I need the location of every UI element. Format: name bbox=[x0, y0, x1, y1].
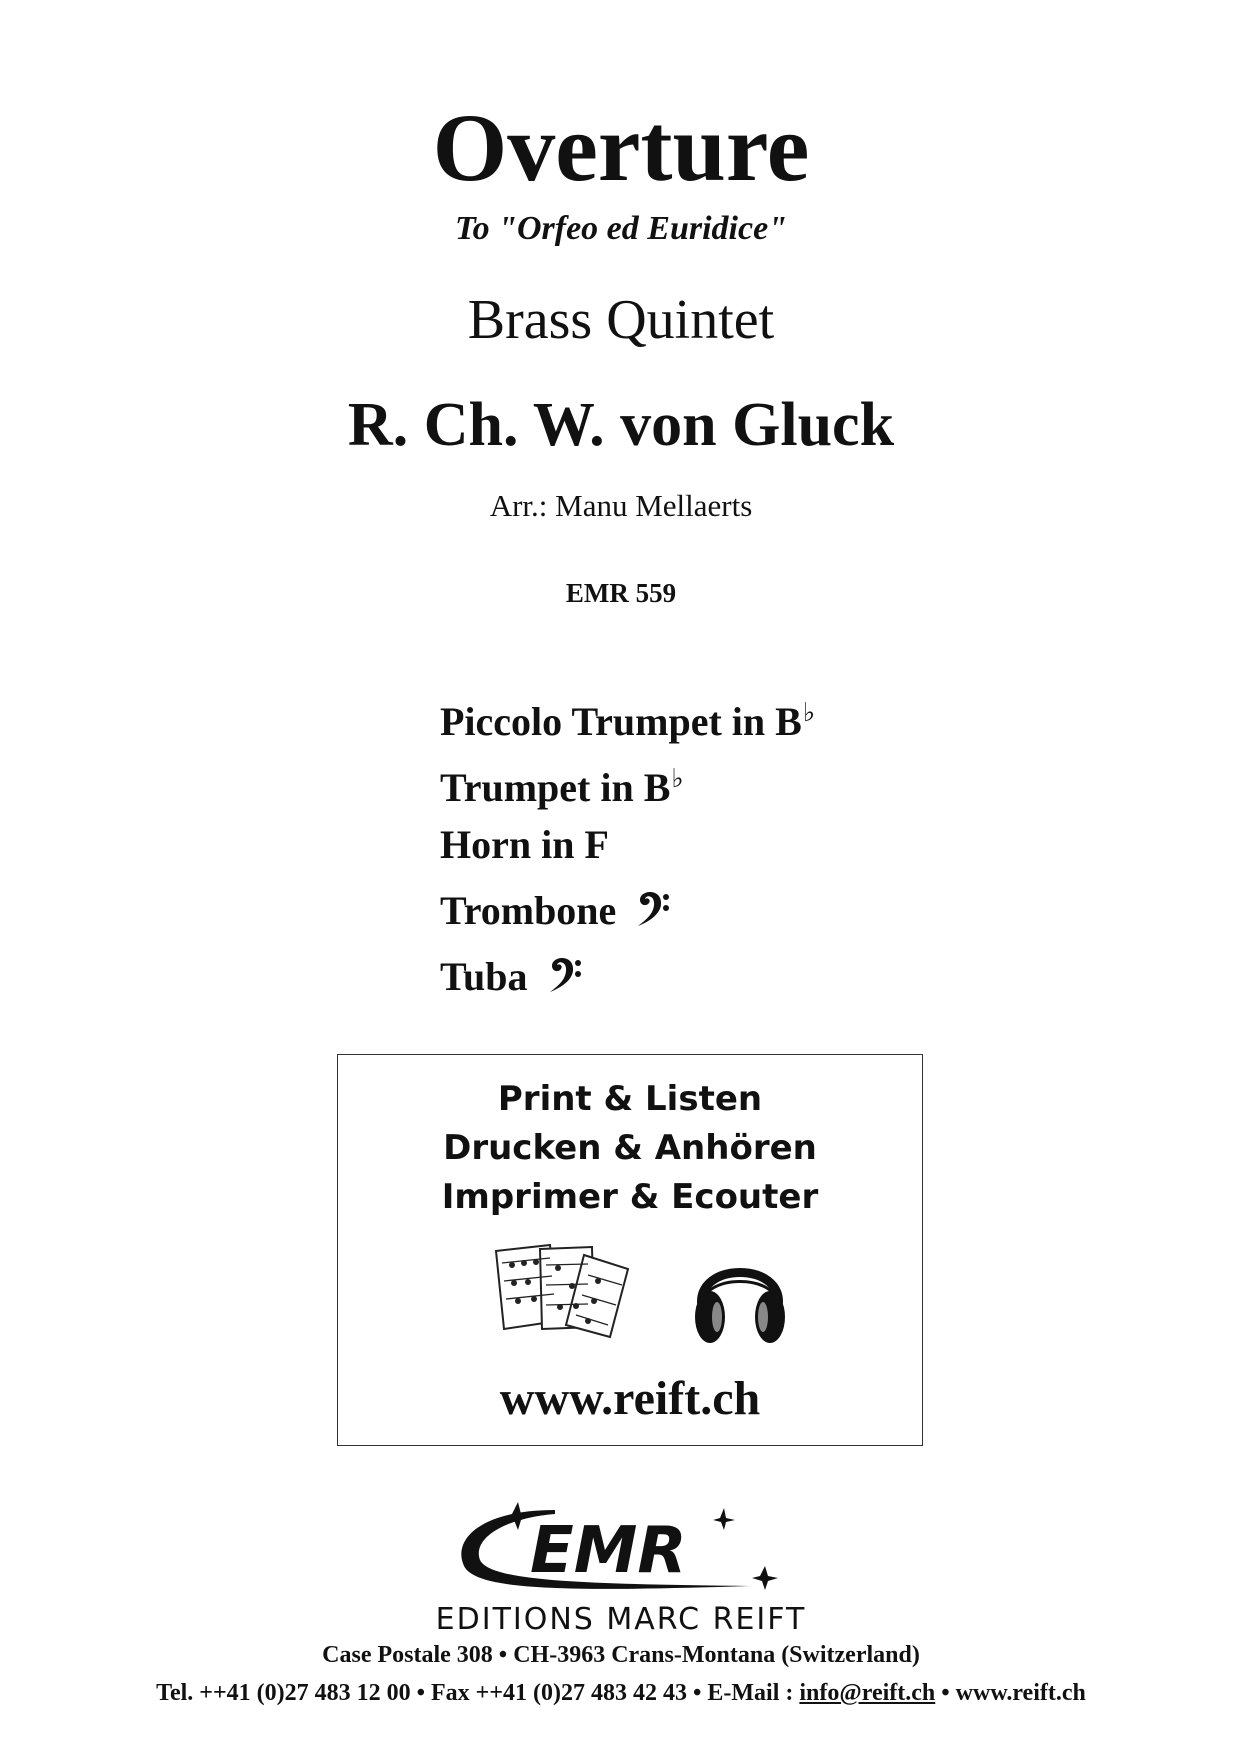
publisher-name: EDITIONS MARC REIFT bbox=[435, 1602, 807, 1637]
headphones-icon bbox=[690, 1243, 790, 1347]
part-horn bbox=[440, 812, 815, 878]
ensemble: Brass Quintet bbox=[467, 289, 775, 351]
part-tuba bbox=[440, 944, 815, 1010]
part-name: Horn in F bbox=[440, 822, 609, 867]
arranger: Arr.: Manu Mellaerts bbox=[489, 488, 753, 523]
publisher-contact bbox=[0, 1680, 1242, 1707]
sheet-music-icon bbox=[488, 1241, 638, 1341]
part-piccolo-trumpet bbox=[440, 680, 815, 746]
promo-line-english: Print & Listen bbox=[497, 1079, 763, 1119]
part-name: Tuba bbox=[440, 954, 528, 999]
contact-website[interactable]: • www.reift.ch bbox=[935, 1680, 1086, 1706]
subtitle: To "Orfeo ed Euridice" bbox=[454, 210, 788, 247]
part-name: Trombone bbox=[440, 888, 617, 933]
title: Overture bbox=[432, 94, 810, 201]
catalog-number: EMR 559 bbox=[565, 578, 677, 608]
bass-clef-icon bbox=[634, 888, 670, 928]
part-name: Trumpet in B bbox=[440, 765, 671, 810]
email-link[interactable]: info@reift.ch bbox=[799, 1680, 936, 1706]
bass-clef-icon bbox=[546, 954, 582, 994]
logo-text: EMR bbox=[530, 1514, 687, 1588]
part-name: Piccolo Trumpet in B bbox=[440, 699, 802, 744]
promo-url[interactable]: www.reift.ch bbox=[499, 1372, 761, 1425]
promo-line-french: Imprimer & Ecouter bbox=[441, 1177, 819, 1217]
print-listen-box bbox=[337, 1054, 923, 1446]
contact-phone-fax: Tel. ++41 (0)27 483 12 00 • Fax ++41 (0)27 483 42 43 • E-Mail : bbox=[156, 1680, 800, 1706]
composer: R. Ch. W. von Gluck bbox=[347, 391, 895, 459]
flat-icon: ♭ bbox=[802, 698, 816, 727]
part-trumpet bbox=[440, 746, 815, 812]
flat-icon: ♭ bbox=[671, 764, 684, 793]
part-trombone bbox=[440, 878, 815, 944]
emr-logo bbox=[450, 1500, 790, 1596]
parts-list bbox=[440, 680, 815, 1010]
publisher-address: Case Postale 308 • CH-3963 Crans-Montana (Switzerland) bbox=[322, 1642, 920, 1668]
promo-line-german: Drucken & Anhören bbox=[443, 1128, 817, 1168]
